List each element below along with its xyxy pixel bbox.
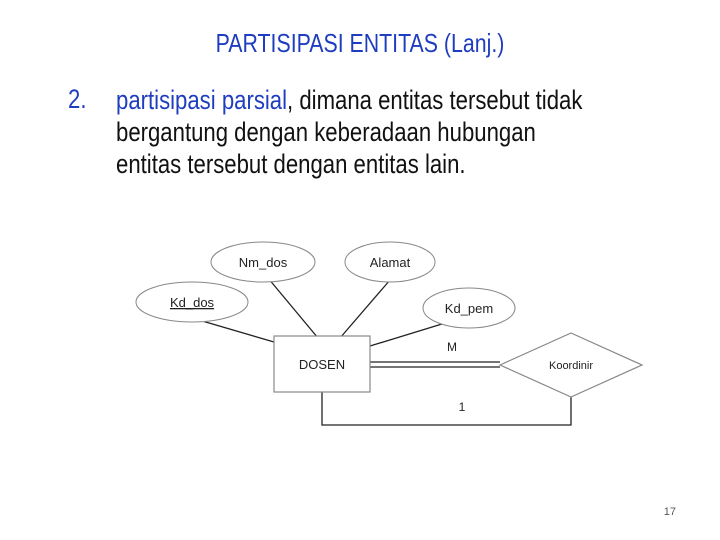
attr-kd-dos: Kd_dos bbox=[169, 295, 215, 310]
cardinality-m: M bbox=[447, 340, 457, 354]
relationship-koordinir: Koordinir bbox=[548, 360, 594, 372]
link-alamat bbox=[340, 280, 390, 338]
cardinality-1: 1 bbox=[458, 400, 466, 414]
slide-title: PARTISIPASI ENTITAS (Lanj.) bbox=[215, 28, 505, 58]
bullet-text-rest: , dimana entitas tersebut tidak bbox=[287, 85, 583, 115]
link-partial bbox=[322, 392, 571, 425]
page-number: 17 bbox=[663, 506, 676, 518]
highlight-term: partisipasi parsial bbox=[116, 85, 288, 115]
entity-dosen: DOSEN bbox=[298, 357, 346, 372]
bullet-number: 2. bbox=[68, 84, 87, 114]
attr-kd-pem: Kd_pem bbox=[444, 301, 494, 316]
attr-alamat: Alamat bbox=[369, 255, 411, 270]
bullet-text-line2: bergantung dengan keberadaan hubungan bbox=[116, 117, 536, 147]
attr-nm-dos: Nm_dos bbox=[238, 255, 288, 270]
bullet-text-line3: entitas tersebut dengan entitas lain. bbox=[116, 149, 466, 179]
